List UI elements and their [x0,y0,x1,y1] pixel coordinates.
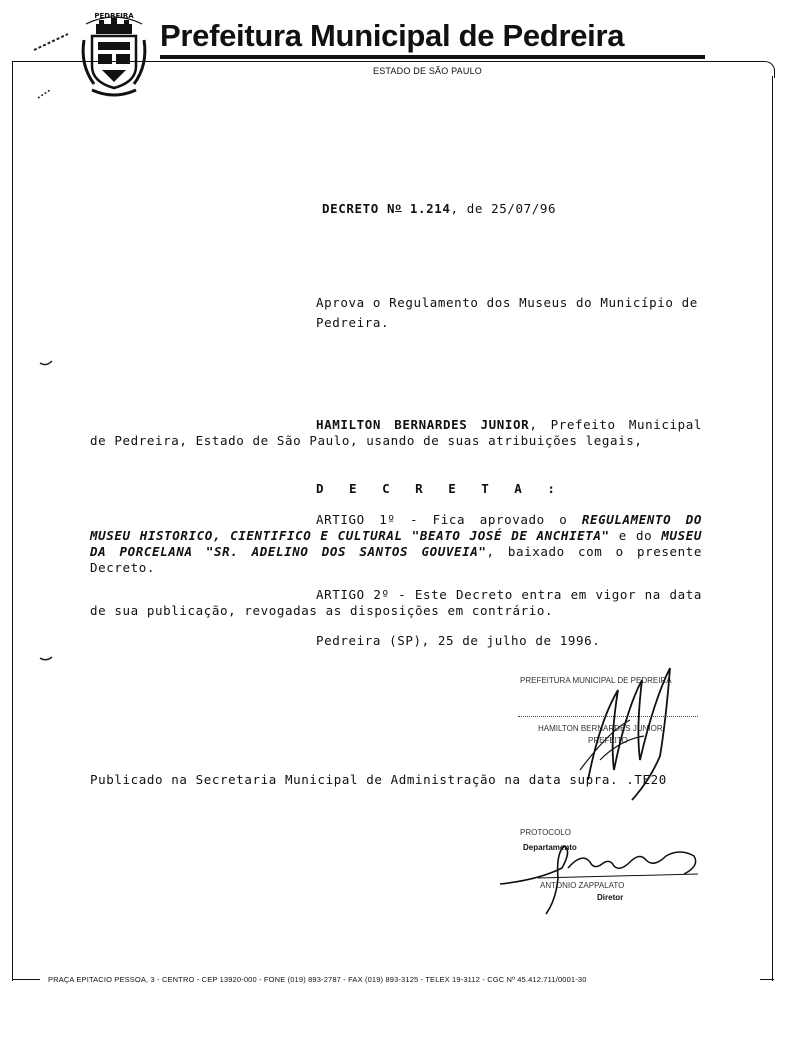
mayor-stamp-role: PREFEITO [588,736,628,745]
secretary-stamp-org: PROTOCOLO [520,828,571,837]
article-1-pre: - Fica aprovado o [395,512,582,527]
crest-icon [78,10,150,102]
preamble-text: , Prefeito Municipal de Pedreira, Estado de São Paulo, usando de suas atribuições legais, [90,417,702,448]
secretary-stamp-dept: Departamento [523,843,577,852]
secretary-stamp-name: ANTONIO ZAPPALATO [540,881,625,890]
margin-mark [38,355,58,367]
article-1-label: ARTIGO 1º [316,512,396,527]
city-date: Pedreira (SP), 25 de julho de 1996. [316,633,601,648]
decreta-heading: D E C R E T A : [316,481,564,496]
article-1-mid: e do [609,528,662,543]
frame-bottom-border-right [760,979,774,980]
municipal-crest [78,10,150,102]
publication-note: Publicado na Secretaria Municipal de Administração na data supra. .TE20 [90,772,667,787]
mayor-name: HAMILTON BERNARDES JUNIOR [316,417,530,432]
frame-left-border [12,61,13,981]
decree-title-bold: DECRETO N [322,201,396,216]
article-1 [90,512,702,576]
letterhead-title: Prefeitura Municipal de Pedreira [160,18,625,53]
article-1-post: , baixado com o presente Decreto. [90,544,702,575]
letterhead-rule [160,55,705,59]
mayor-signature [570,660,690,810]
secretary-signature [498,838,708,920]
article-1-museum-historico: REGULAMENTO DO MUSEU HISTORICO, CIENTIFICO E CULTURAL "BEATO JOSÉ DE ANCHIETA" [90,512,703,543]
decree-title [322,201,556,216]
secretary-stamp-role: Diretor [597,893,624,902]
crest-label: PEDREIRA [94,12,134,20]
footer-address: PRAÇA EPITACIO PESSOA, 3 - CENTRO - CEP 13920-000 - FONE (019) 893-2787 - FAX (019) 893-3125 - TELEX 19-3112 - CGC Nº 45.412.711/0001-30 [48,975,587,984]
article-2-label: ARTIGO 2º [316,587,390,602]
decree-title-ordinal: o [395,202,402,213]
frame-bottom-border [12,979,40,980]
margin-mark [38,652,58,664]
article-2 [90,587,702,619]
decree-title-date: , de 25/07/96 [450,201,557,216]
mayor-stamp-office: PREFEITURA MUNICIPAL DE PEDREIRA [520,676,672,685]
mayor-stamp-name: HAMILTON BERNARDES JUNIOR [538,724,663,733]
frame-top-border [12,61,775,78]
decree-preamble [90,417,702,449]
article-2-text: - Este Decreto entra em vigor na data de sua publicação, revogadas as disposições em contrário. [90,587,702,618]
letterhead-state: ESTADO DE SÃO PAULO [373,66,482,76]
decree-title-number: 1.214 [401,201,451,216]
frame-right-border [772,76,773,981]
article-1-museum-porcelana: MUSEU DA PORCELANA "SR. ADELINO DOS SANTOS GOUVEIA" [90,528,702,559]
decree-ementa: Aprova o Regulamento dos Museus do Município de Pedreira. [316,295,698,330]
